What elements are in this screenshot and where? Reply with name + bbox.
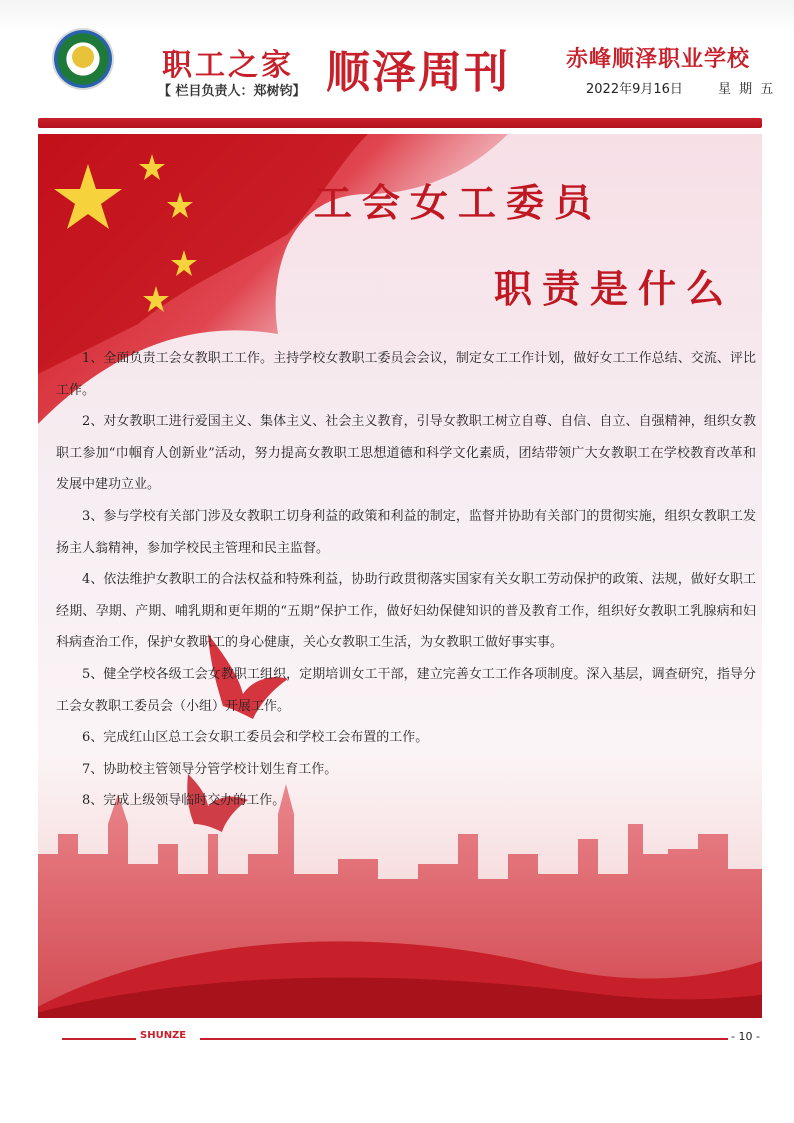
footer-rule-right [200,1038,728,1040]
header-divider [38,118,762,128]
headline-line-1: 工会女工委员 [314,180,603,225]
headline-line-2: 职责是什么 [494,266,735,311]
article-poster [38,134,762,1018]
page-header [0,0,794,130]
paragraph: 5、健全学校各级工会女教职工组织，定期培训女工干部，建立完善女工工作各项制度。深入基层，调查研究，指导分工会女教职工委员会（小组）开展工作。 [56,666,756,714]
footer-rule-left [62,1038,136,1040]
footer-label: SHUNZE [140,1030,187,1041]
article-body [56,343,756,817]
paragraph: 8、完成上级领导临时交办的工作。 [82,793,286,809]
paragraph: 1、全面负责工会女教职工工作。主持学校女教职工委员会会议，制定女工工作计划，做好女工工作总结、交流、评比工作。 [56,351,756,398]
column-editor: 【 栏目负责人：郑树钧】 [158,84,306,99]
paragraph: 6、完成红山区总工会女职工委员会和学校工会布置的工作。 [82,730,429,746]
school-name: 赤峰顺泽职业学校 [566,47,751,72]
paragraph: 3、参与学校有关部门涉及女教职工切身利益的政策和利益的制定，监督并协助有关部门的贯彻实施，组织女教职工发扬主人翁精神，参加学校民主管理和民主监督。 [56,508,756,556]
page-number: - 10 - [731,1030,760,1043]
issue-date: 2022年9月16日 [586,82,683,97]
page-footer [0,1020,794,1060]
school-logo-icon [54,30,112,88]
issue-weekday: 星 期 五 [718,82,776,97]
paragraph: 4、依法维护女教职工的合法权益和特殊利益，协助行政贯彻落实国家有关女职工劳动保护的政策、法规，做好女职工经期、孕期、产期、哺乳期和更年期的“五期”保护工作，做好妇幼保健知识的普及教育工作，组织好女教职工乳腺病和妇科病查治工作，保护女教职工的身心健康，关心女教职工生活，为女教职工做好事实事。 [56,572,756,651]
paragraph: 2、对女教职工进行爱国主义、集体主义、社会主义教育，引导女教职工树立自尊、自信、自立、自强精神，组织女教职工参加“巾帼育人创新业”活动，努力提高女教职工思想道德和科学文化素质，团结带领广大女教职工在学校教育改革和发展中建功立业。 [56,414,756,493]
column-title: 职工之家 [162,48,294,83]
publication-title: 顺泽周刊 [326,47,510,98]
paragraph: 7、协助校主管领导分管学校计划生育工作。 [82,761,338,777]
